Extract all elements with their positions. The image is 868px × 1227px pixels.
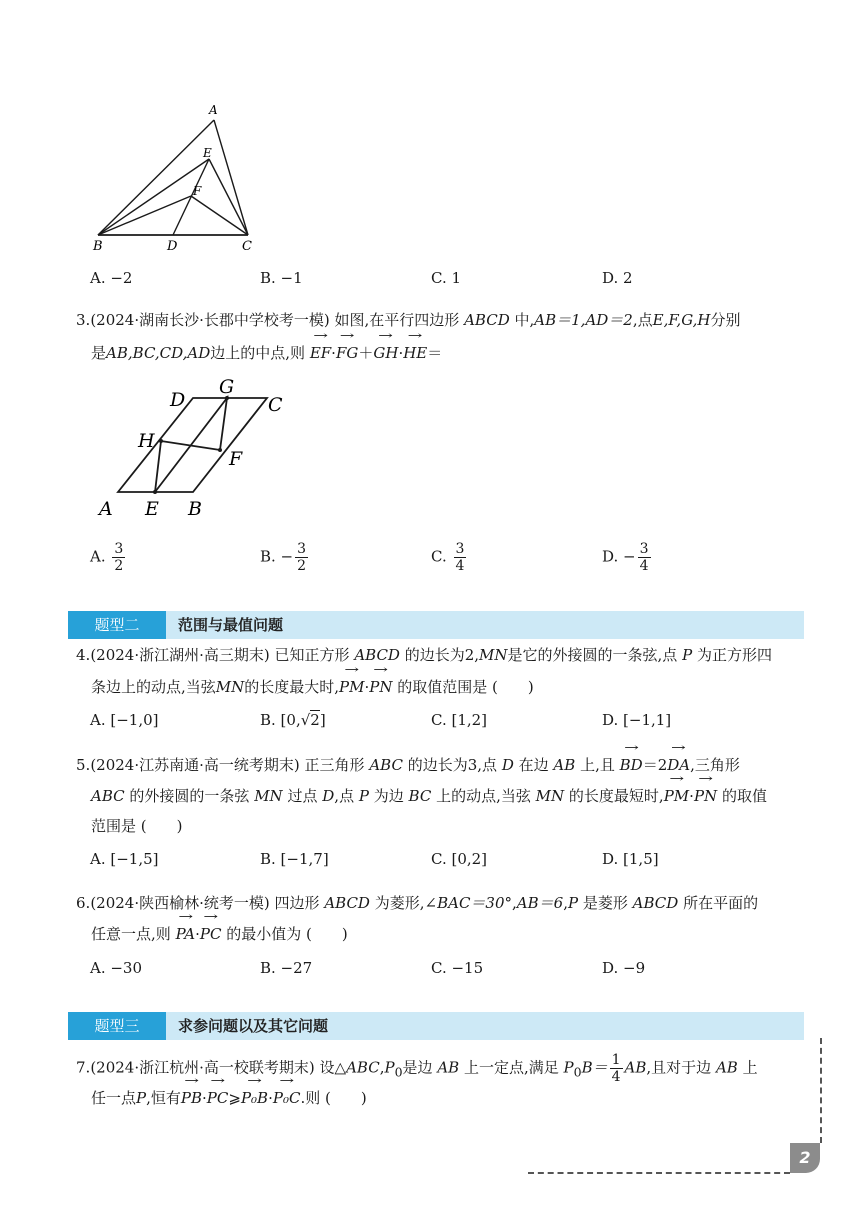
text: 的长度最短时, bbox=[568, 787, 664, 805]
math: ABC bbox=[91, 787, 125, 805]
q5-line2: ABC 的外接圆的一条弦 MN 过点 D,点 P 为边 BC 上的动点,当弦 MN 的长度最短时,→ PM·→ PN 的取值 bbox=[91, 786, 767, 806]
math: E,F,G,H bbox=[652, 311, 711, 329]
numerator: 3 bbox=[639, 541, 649, 557]
math: MN bbox=[254, 787, 283, 805]
q4-line2: 条边上的动点,当弦MN的长度最大时,→ PM·→ PN 的取值范围是 ( ) bbox=[91, 677, 534, 697]
question-number: 5. bbox=[76, 756, 91, 774]
text: B. [0, bbox=[260, 711, 301, 729]
math: AB bbox=[624, 1058, 647, 1077]
q7-line2: 任一点P,恒有→ PB·→ PC⩾→ P₀B·→ P₀C.则 ( ) bbox=[91, 1088, 367, 1108]
label-d: D bbox=[167, 239, 178, 254]
text: 边上的中点,则 bbox=[210, 344, 306, 362]
numerator: 1 bbox=[611, 1052, 621, 1068]
q6-option-b[interactable]: B. −27 bbox=[260, 959, 313, 977]
label-a: A bbox=[99, 498, 113, 520]
text: , bbox=[563, 894, 568, 912]
section-header-2 bbox=[68, 611, 804, 639]
question-number: 7. bbox=[76, 1058, 91, 1077]
vector: → GH bbox=[373, 343, 398, 363]
text: 的外接圆的一条弦 bbox=[129, 787, 250, 805]
text: 正三角形 bbox=[304, 756, 365, 774]
label-e: E bbox=[145, 498, 159, 520]
fraction bbox=[295, 541, 308, 574]
question-source: (2024·浙江湖州·高三期末) bbox=[90, 646, 270, 664]
q5-line1 bbox=[76, 755, 740, 775]
dashed-border-vertical bbox=[820, 1038, 822, 1143]
section-title: 范围与最值问题 bbox=[178, 616, 284, 634]
sqrt-icon: √ bbox=[300, 711, 311, 729]
text: .则 ( ) bbox=[300, 1089, 367, 1107]
label-c: C bbox=[268, 394, 283, 416]
label-b: B bbox=[188, 498, 202, 520]
question-number: 6. bbox=[76, 894, 91, 912]
text: 上一定点,满足 bbox=[463, 1058, 559, 1077]
text: , bbox=[512, 894, 517, 912]
text: 上,且 bbox=[580, 756, 615, 774]
question-number: 3. bbox=[76, 311, 91, 329]
subscript: 0 bbox=[394, 1064, 403, 1080]
text: 分别 bbox=[710, 311, 741, 329]
text: 任一点 bbox=[91, 1089, 137, 1107]
q2-option-b[interactable]: B. −1 bbox=[260, 269, 303, 287]
text: · bbox=[398, 344, 404, 362]
denominator: 4 bbox=[639, 558, 649, 574]
math: P bbox=[136, 1089, 147, 1107]
q5-option-d[interactable]: D. [1,5] bbox=[602, 850, 659, 868]
text: 的长度最大时, bbox=[244, 678, 340, 696]
math: BC bbox=[408, 787, 432, 805]
math: AB bbox=[437, 1058, 460, 1077]
math: MN bbox=[479, 646, 508, 664]
text: 的取值 bbox=[721, 787, 767, 805]
math: AB bbox=[715, 1058, 738, 1077]
vector: → PN bbox=[694, 786, 717, 806]
option-label: D. − bbox=[602, 547, 636, 566]
text: 为边 bbox=[373, 787, 404, 805]
math: ABCD bbox=[354, 646, 400, 664]
question-source: (2024·陕西榆林·统考一模) bbox=[90, 894, 270, 912]
label-f: F bbox=[193, 184, 202, 198]
text: 的取值范围是 ( ) bbox=[397, 678, 534, 696]
label-e: E bbox=[203, 146, 212, 160]
label-a: A bbox=[209, 103, 218, 117]
text: 任意一点,则 bbox=[91, 925, 171, 943]
vector: → FG bbox=[336, 343, 358, 363]
vector: → PB bbox=[181, 1088, 202, 1108]
fraction bbox=[454, 541, 467, 574]
vector: → PN bbox=[369, 677, 392, 697]
math: AB＝1,AD＝2 bbox=[534, 311, 633, 329]
math: ABCD bbox=[632, 894, 679, 912]
text: 是 bbox=[91, 344, 107, 362]
q6-line2: 任意一点,则 → PA·→ PC 的最小值为 ( ) bbox=[91, 924, 348, 944]
q3-line2 bbox=[91, 343, 442, 363]
text: 是菱形 bbox=[582, 894, 628, 912]
text: 的边长为3,点 bbox=[407, 756, 498, 774]
q4-option-a[interactable]: A. [−1,0] bbox=[90, 711, 159, 729]
q2-option-c[interactable]: C. 1 bbox=[431, 269, 462, 287]
text: 是它的外接圆的一条弦,点 bbox=[507, 646, 678, 664]
label-d: D bbox=[170, 389, 186, 411]
math: AB bbox=[553, 756, 576, 774]
text: · bbox=[331, 344, 336, 362]
math: P bbox=[358, 787, 369, 805]
vector: → P₀B bbox=[241, 1088, 268, 1108]
label-b: B bbox=[93, 239, 103, 254]
q2-option-d[interactable]: D. 2 bbox=[602, 269, 633, 287]
text: 如图,在平行四边形 bbox=[334, 311, 460, 329]
option-label: A. bbox=[90, 547, 106, 566]
q2-option-a[interactable]: A. −2 bbox=[90, 269, 133, 287]
math: P bbox=[567, 894, 579, 912]
q3-option-b[interactable] bbox=[260, 541, 310, 574]
subscript: 0 bbox=[573, 1064, 582, 1080]
math: AB,BC,CD,AD bbox=[106, 344, 211, 362]
math: P bbox=[682, 646, 693, 664]
label-c: C bbox=[242, 239, 252, 254]
math: P bbox=[563, 1058, 574, 1077]
math: ∠BAC＝30° bbox=[424, 894, 513, 912]
question-source: (2024·江苏南通·高一统考期末) bbox=[90, 756, 300, 774]
text: ⩾ bbox=[228, 1089, 241, 1107]
q5-option-b[interactable]: B. [−1,7] bbox=[260, 850, 329, 868]
math: D bbox=[322, 787, 335, 805]
denominator: 2 bbox=[114, 558, 124, 574]
denominator: 2 bbox=[297, 558, 307, 574]
text: ,且对于边 bbox=[646, 1058, 712, 1077]
math: ABC bbox=[346, 1058, 380, 1077]
fraction bbox=[610, 1052, 623, 1085]
text: ,点 bbox=[334, 787, 355, 805]
q6-option-d[interactable]: D. −9 bbox=[602, 959, 646, 977]
text: 的最小值为 ( ) bbox=[226, 925, 348, 943]
denominator: 4 bbox=[611, 1069, 621, 1085]
text: 条边上的动点,当弦 bbox=[91, 678, 216, 696]
text: ,恒有 bbox=[146, 1089, 181, 1107]
figure-parallelogram-abcd bbox=[95, 370, 295, 525]
page-number: 2 bbox=[790, 1143, 820, 1173]
q4-option-d[interactable]: D. [−1,1] bbox=[602, 711, 672, 729]
text: 是边 bbox=[402, 1058, 433, 1077]
math: MN bbox=[215, 678, 245, 696]
vector: → HE bbox=[403, 343, 427, 363]
figure-triangle-abc bbox=[85, 100, 265, 260]
vector: → P₀C bbox=[273, 1088, 301, 1108]
vector: → DA bbox=[667, 755, 690, 775]
text: 中, bbox=[514, 311, 535, 329]
vector: → BD bbox=[620, 755, 643, 775]
math: MN bbox=[535, 787, 565, 805]
text: ＝2 bbox=[642, 756, 668, 774]
radicand: 2 bbox=[310, 711, 320, 729]
text: 过点 bbox=[287, 787, 318, 805]
numerator: 3 bbox=[114, 541, 124, 557]
vector: → PM bbox=[339, 677, 364, 697]
q5-option-c[interactable]: C. [0,2] bbox=[431, 850, 488, 868]
math: P bbox=[384, 1058, 395, 1077]
label-f: F bbox=[229, 448, 243, 470]
text: 为菱形, bbox=[374, 894, 425, 912]
fraction bbox=[638, 541, 651, 574]
option-label: C. bbox=[431, 547, 447, 566]
text: 为正方形四 bbox=[696, 646, 772, 664]
text: 上 bbox=[742, 1058, 758, 1077]
text: 设△ bbox=[319, 1058, 347, 1077]
text: 上的动点,当弦 bbox=[436, 787, 531, 805]
text: 所在平面的 bbox=[683, 894, 759, 912]
label-g: G bbox=[219, 376, 235, 398]
question-number: 4. bbox=[76, 646, 91, 664]
q3-line1 bbox=[76, 310, 741, 330]
question-source: (2024·湖南长沙·长郡中学校考一模) bbox=[90, 311, 330, 329]
q6-option-c[interactable]: C. −15 bbox=[431, 959, 484, 977]
vector: → PC bbox=[200, 924, 222, 944]
text: ＋ bbox=[358, 344, 374, 362]
text: ] bbox=[319, 711, 326, 729]
question-source: (2024·浙江杭州·高一校联考期末) bbox=[90, 1058, 315, 1077]
text: ,点 bbox=[632, 311, 653, 329]
q6-option-a[interactable]: A. −30 bbox=[90, 959, 143, 977]
q4-line1 bbox=[76, 645, 772, 665]
vector: → PC bbox=[207, 1088, 229, 1108]
fraction bbox=[112, 541, 125, 574]
q3-option-d[interactable] bbox=[602, 541, 653, 574]
numerator: 3 bbox=[455, 541, 465, 557]
vector: → PA bbox=[176, 924, 196, 944]
q5-line3: 范围是 ( ) bbox=[91, 817, 183, 835]
vector: → PM bbox=[664, 786, 689, 806]
text: , bbox=[379, 1058, 385, 1077]
math: ABC bbox=[369, 756, 403, 774]
q3-option-a[interactable] bbox=[90, 541, 127, 574]
text: 四边形 bbox=[274, 894, 320, 912]
q4-option-c[interactable]: C. [1,2] bbox=[431, 711, 488, 729]
q3-option-c[interactable] bbox=[431, 541, 468, 574]
text: 已知正方形 bbox=[274, 646, 350, 664]
section-tag: 题型三 bbox=[68, 1012, 166, 1040]
section-title: 求参问题以及其它问题 bbox=[178, 1017, 329, 1035]
math: ABCD bbox=[464, 311, 510, 329]
text: ＝ bbox=[427, 344, 443, 362]
option-label: B. − bbox=[260, 547, 294, 566]
math: B＝ bbox=[581, 1058, 608, 1077]
vector: → EF bbox=[310, 343, 331, 363]
text: ,三角形 bbox=[690, 756, 740, 774]
q5-option-a[interactable]: A. [−1,5] bbox=[90, 850, 159, 868]
text: 的边长为2, bbox=[404, 646, 480, 664]
denominator: 4 bbox=[455, 558, 465, 574]
section-header-3 bbox=[68, 1012, 804, 1040]
q4-option-b[interactable] bbox=[260, 710, 326, 730]
label-h: H bbox=[138, 430, 155, 452]
math: ABCD bbox=[324, 894, 370, 912]
section-tag: 题型二 bbox=[68, 611, 166, 639]
math: AB＝6 bbox=[516, 894, 564, 912]
dashed-border-horizontal bbox=[528, 1172, 790, 1174]
numerator: 3 bbox=[297, 541, 307, 557]
math: D bbox=[501, 756, 514, 774]
text: 在边 bbox=[518, 756, 549, 774]
